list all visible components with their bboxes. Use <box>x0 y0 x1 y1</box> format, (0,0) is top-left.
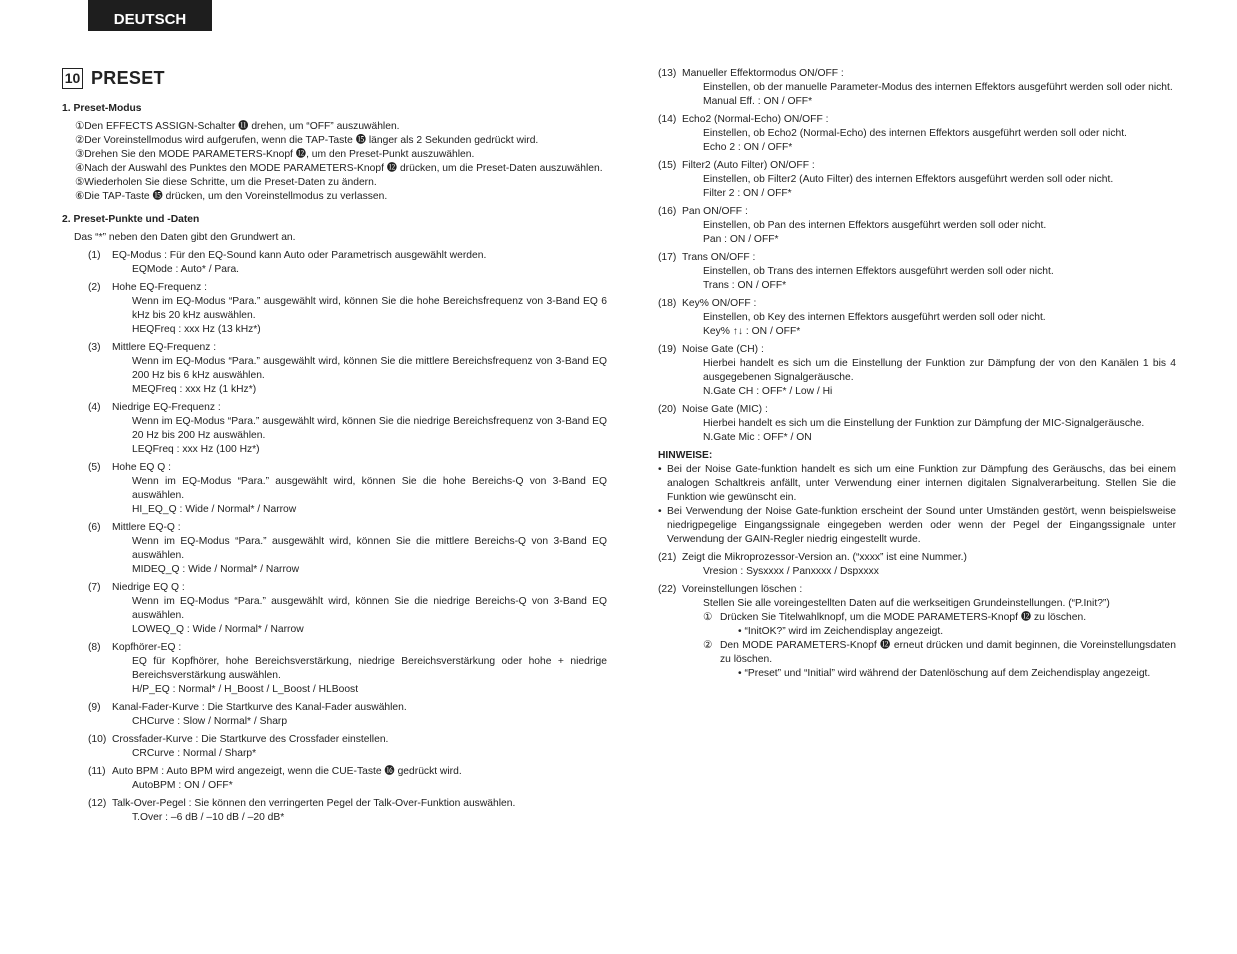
item-body <box>112 733 607 761</box>
item-body <box>112 797 607 825</box>
step-text: Drücken Sie Titelwahlknopf, um die MODE PARAMETERS-Knopf ⓬ zu löschen. <box>720 612 1087 623</box>
left-column <box>62 102 607 825</box>
item-body <box>682 403 1176 445</box>
item-body <box>112 461 607 517</box>
item-number: (21) <box>658 552 677 563</box>
hints-heading: HINWEISE: <box>658 450 713 461</box>
list-item <box>62 701 607 729</box>
item-description: Stellen Sie alle voreingestellten Daten auf die werkseitigen Grundeinstellungen. (“P.Init?”) <box>703 598 1110 609</box>
step-body <box>720 639 1176 681</box>
item-title: Hohe EQ Q : <box>112 462 171 473</box>
list-item <box>62 461 607 517</box>
step-marker: ② <box>703 640 713 651</box>
section-header <box>62 66 165 90</box>
preset-mode-steps <box>62 120 607 204</box>
step-body <box>720 611 1176 639</box>
item-description: Einstellen, ob Echo2 (Normal-Echo) des internen Effektors ausgeführt werden soll oder nicht. <box>703 128 1127 139</box>
item-number: (7) <box>88 582 101 593</box>
clear-step <box>703 611 1176 639</box>
item-body <box>112 249 607 277</box>
list-item <box>62 401 607 457</box>
item-description: Einstellen, ob Pan des internen Effektors ausgeführt werden soll oder nicht. <box>703 220 1047 231</box>
list-item <box>62 765 607 793</box>
list-item <box>62 581 607 637</box>
preset-step: ④Nach der Auswahl des Punktes den MODE PARAMETERS-Knopf ⓬ drücken, um die Preset-Daten auszuwählen. <box>75 163 603 174</box>
item-body <box>682 251 1176 293</box>
item-description: EQ für Kopfhörer, hohe Bereichsverstärkung, niedrige Bereichsverstärkung oder hohe + niedrige Bereichsverstärkung auswählen. <box>132 656 607 681</box>
right-column <box>658 63 1176 681</box>
list-item <box>658 159 1176 201</box>
item-number: (12) <box>88 798 107 809</box>
item-title: Trans ON/OFF : <box>682 252 756 263</box>
step-note: • “InitOK?” wird im Zeichendisplay angezeigt. <box>738 626 944 637</box>
item-value: Manual Eff. : ON / OFF* <box>703 96 813 107</box>
item-body <box>112 641 607 697</box>
item-value: CRCurve : Normal / Sharp* <box>132 748 257 759</box>
item-body <box>112 521 607 577</box>
list-item <box>658 251 1176 293</box>
item-title: Talk-Over-Pegel : Sie können den verringerten Pegel der Talk-Over-Funktion auswählen. <box>112 798 516 809</box>
item-number: (3) <box>88 342 101 353</box>
item-body <box>682 205 1176 247</box>
item-value: LEQFreq : xxx Hz (100 Hz*) <box>132 444 260 455</box>
item-body <box>112 765 607 793</box>
item-number: (10) <box>88 734 107 745</box>
item-number: (16) <box>658 206 677 217</box>
item-title: EQ-Modus : Für den EQ-Sound kann Auto oder Parametrisch ausgewählt werden. <box>112 250 487 261</box>
step-marker: ① <box>703 612 713 623</box>
item-title: Kopfhörer-EQ : <box>112 642 182 653</box>
item-value: AutoBPM : ON / OFF* <box>132 780 233 791</box>
preset-items-heading: 2. Preset-Punkte und -Daten <box>62 214 200 225</box>
item-value: N.Gate CH : OFF* / Low / Hi <box>703 386 833 397</box>
item-value: HI_EQ_Q : Wide / Normal* / Narrow <box>132 504 297 515</box>
item-title: Hohe EQ-Frequenz : <box>112 282 208 293</box>
item-body <box>112 401 607 457</box>
item-value: Key% ↑↓ : ON / OFF* <box>703 326 801 337</box>
item-body <box>112 341 607 397</box>
item-title: Mittlere EQ-Frequenz : <box>112 342 217 353</box>
item-title: Pan ON/OFF : <box>682 206 748 217</box>
list-item <box>62 797 607 825</box>
item-description: Hierbei handelt es sich um die Einstellung der Funktion zur Dämpfung der MIC-Signalgeräusche. <box>703 418 1145 429</box>
item-number: (9) <box>88 702 101 713</box>
hints-list <box>658 463 1176 547</box>
list-item <box>658 343 1176 399</box>
item-title: Mittlere EQ-Q : <box>112 522 181 533</box>
item-description: Hierbei handelt es sich um die Einstellung der Funktion zur Dämpfung der von den Kanälen 1 bis 4 ausgegebenen Signalgeräusche. <box>703 358 1176 383</box>
preset-step: ⑤Wiederholen Sie diese Schritte, um die Preset-Daten zu ändern. <box>75 177 377 188</box>
step-note: • “Preset” und “Initial” wird während der Datenlöschung auf dem Zeichendisplay angezeigt. <box>738 668 1151 679</box>
list-item <box>62 641 607 697</box>
item-value: MEQFreq : xxx Hz (1 kHz*) <box>132 384 257 395</box>
item-description: Einstellen, ob der manuelle Parameter-Modus des internen Effektors ausgeführt werden soll oder nicht. <box>703 82 1173 93</box>
item-number: (20) <box>658 404 677 415</box>
item-description: Wenn im EQ-Modus “Para.” ausgewählt wird, können Sie die mittlere Bereichs-Q von 3-Band EQ auswählen. <box>132 536 607 561</box>
item-number: (19) <box>658 344 677 355</box>
item-title: Manueller Effektormodus ON/OFF : <box>682 68 844 79</box>
item-title: Filter2 (Auto Filter) ON/OFF : <box>682 160 815 171</box>
item-body <box>682 113 1176 155</box>
preset-items-intro: Das “*” neben den Daten gibt den Grundwert an. <box>74 232 296 243</box>
list-item <box>658 67 1176 109</box>
item-description: Einstellen, ob Key des internen Effektors ausgeführt werden soll oder nicht. <box>703 312 1046 323</box>
list-item <box>62 733 607 761</box>
clear-steps <box>682 611 1176 681</box>
preset-step: ②Der Voreinstellmodus wird aufgerufen, wenn die TAP-Taste ⓯ länger als 2 Sekunden gedrückt wird. <box>75 135 539 146</box>
item-body <box>682 159 1176 201</box>
preset-step: ①Den EFFECTS ASSIGN-Schalter ⓫ drehen, um “OFF” auszuwählen. <box>75 121 400 132</box>
item-number: (14) <box>658 114 677 125</box>
preset-step: ③Drehen Sie den MODE PARAMETERS-Knopf ⓬, um den Preset-Punkt auszuwählen. <box>75 149 475 160</box>
list-item <box>62 281 607 337</box>
preset-step: ⑥Die TAP-Taste ⓯ drücken, um den Voreinstellmodus zu verlassen. <box>75 191 388 202</box>
item-description: Wenn im EQ-Modus “Para.” ausgewählt wird, können Sie die niedrige Bereichs-Q von 3-Band EQ auswählen. <box>132 596 607 621</box>
item-title: Niedrige EQ Q : <box>112 582 185 593</box>
item-number: (15) <box>658 160 677 171</box>
item-number: (11) <box>88 766 106 777</box>
item-number: (6) <box>88 522 101 533</box>
list-item <box>658 205 1176 247</box>
item-title: Key% ON/OFF : <box>682 298 757 309</box>
item-value: H/P_EQ : Normal* / H_Boost / L_Boost / HLBoost <box>132 684 359 695</box>
hint-text: Bei Verwendung der Noise Gate-funktion erscheint der Sound unter Umständen gestört, wenn beispielsweise niedrigpegelige Eingangssignale eingegeben werden oder wenn der Pegel der Eingangssignale unter Verwendung der GAIN-Regler niedrig eingestellt wurde. <box>667 506 1176 545</box>
item-body <box>112 701 607 729</box>
item-body <box>682 67 1176 109</box>
item-title: Noise Gate (CH) : <box>682 344 764 355</box>
item-title: Auto BPM : Auto BPM wird angezeigt, wenn die CUE-Taste ⓰ gedrückt wird. <box>112 766 462 777</box>
item-value: EQMode : Auto* / Para. <box>132 264 240 275</box>
item-value: Pan : ON / OFF* <box>703 234 779 245</box>
item-number: (5) <box>88 462 101 473</box>
item-value: Echo 2 : ON / OFF* <box>703 142 793 153</box>
list-item <box>658 403 1176 445</box>
item-title: Echo2 (Normal-Echo) ON/OFF : <box>682 114 829 125</box>
item-value: T.Over : –6 dB / –10 dB / –20 dB* <box>132 812 285 823</box>
item-body <box>112 581 607 637</box>
item-description: Wenn im EQ-Modus “Para.” ausgewählt wird, können Sie die mittlere Bereichsfrequenz von 3-Band EQ 200 Hz bis 6 kHz auswählen. <box>132 356 607 381</box>
item-number: (13) <box>658 68 677 79</box>
item-value: Vresion : Sysxxxx / Panxxxx / Dspxxxx <box>703 566 879 577</box>
bullet-dot: • <box>658 464 662 475</box>
item-value: HEQFreq : xxx Hz (13 kHz*) <box>132 324 261 335</box>
clear-step <box>703 639 1176 681</box>
item-value: MIDEQ_Q : Wide / Normal* / Narrow <box>132 564 300 575</box>
item-value: CHCurve : Slow / Normal* / Sharp <box>132 716 288 727</box>
preset-items-list <box>62 249 607 825</box>
item-value: Trans : ON / OFF* <box>703 280 787 291</box>
list-item <box>658 551 1176 579</box>
item-title: Niedrige EQ-Frequenz : <box>112 402 221 413</box>
hint-text: Bei der Noise Gate-funktion handelt es sich um eine Funktion zur Dämpfung des Geräuschs, das bei einem analogen Schaltkreis anfällt, unter Verwendung einer internen digitalen Signalverarbeitung. Stellen Sie die Funktion wie gewünscht ein. <box>667 464 1176 503</box>
item-body <box>682 343 1176 399</box>
list-item <box>658 297 1176 339</box>
item-title: Zeigt die Mikroprozessor-Version an. (“xxxx” ist eine Nummer.) <box>682 552 967 563</box>
hint-bullet <box>658 463 1176 505</box>
list-item <box>62 521 607 577</box>
item-body <box>682 297 1176 339</box>
item-title: Kanal-Fader-Kurve : Die Startkurve des Kanal-Fader auswählen. <box>112 702 407 713</box>
item-title: Voreinstellungen löschen : <box>682 584 803 595</box>
item-title: Crossfader-Kurve : Die Startkurve des Crossfader einstellen. <box>112 734 389 745</box>
item-description: Wenn im EQ-Modus “Para.” ausgewählt wird, können Sie die niedrige Bereichsfrequenz von 3-Band EQ 20 Hz bis 200 Hz auswählen. <box>132 416 607 441</box>
item-value: LOWEQ_Q : Wide / Normal* / Narrow <box>132 624 304 635</box>
step-text: Den MODE PARAMETERS-Knopf ⓬ erneut drücken und damit beginnen, die Voreinstellungsdaten zu löschen. <box>720 640 1176 665</box>
item-number: (1) <box>88 250 101 261</box>
item-description: Wenn im EQ-Modus “Para.” ausgewählt wird, können Sie die hohe Bereichsfrequenz von 3-Band EQ 6 kHz bis 20 kHz auswählen. <box>132 296 607 321</box>
item-number: (17) <box>658 252 677 263</box>
preset-mode-heading: 1. Preset-Modus <box>62 103 142 114</box>
section-number: 10 <box>62 68 83 89</box>
list-item <box>62 249 607 277</box>
bullet-dot: • <box>658 506 662 517</box>
section-title: PRESET <box>91 67 165 88</box>
item-description: Wenn im EQ-Modus “Para.” ausgewählt wird, können Sie die hohe Bereichs-Q von 3-Band EQ auswählen. <box>132 476 607 501</box>
item-number: (4) <box>88 402 101 413</box>
item-description: Einstellen, ob Trans des internen Effektors ausgeführt werden soll oder nicht. <box>703 266 1054 277</box>
item-value: Filter 2 : ON / OFF* <box>703 188 792 199</box>
list-item <box>658 583 1176 681</box>
item-title: Noise Gate (MIC) : <box>682 404 768 415</box>
item-number: (8) <box>88 642 101 653</box>
item-description: Einstellen, ob Filter2 (Auto Filter) des internen Effektors ausgeführt werden soll oder nicht. <box>703 174 1114 185</box>
item-number: (2) <box>88 282 101 293</box>
item-value: N.Gate Mic : OFF* / ON <box>703 432 812 443</box>
item-number: (18) <box>658 298 677 309</box>
preset-items-list-continued <box>658 67 1176 445</box>
hint-bullet <box>658 505 1176 547</box>
list-item <box>658 113 1176 155</box>
language-tab: DEUTSCH <box>88 0 212 31</box>
list-item <box>62 341 607 397</box>
item-number: (22) <box>658 584 677 595</box>
item-body <box>112 281 607 337</box>
